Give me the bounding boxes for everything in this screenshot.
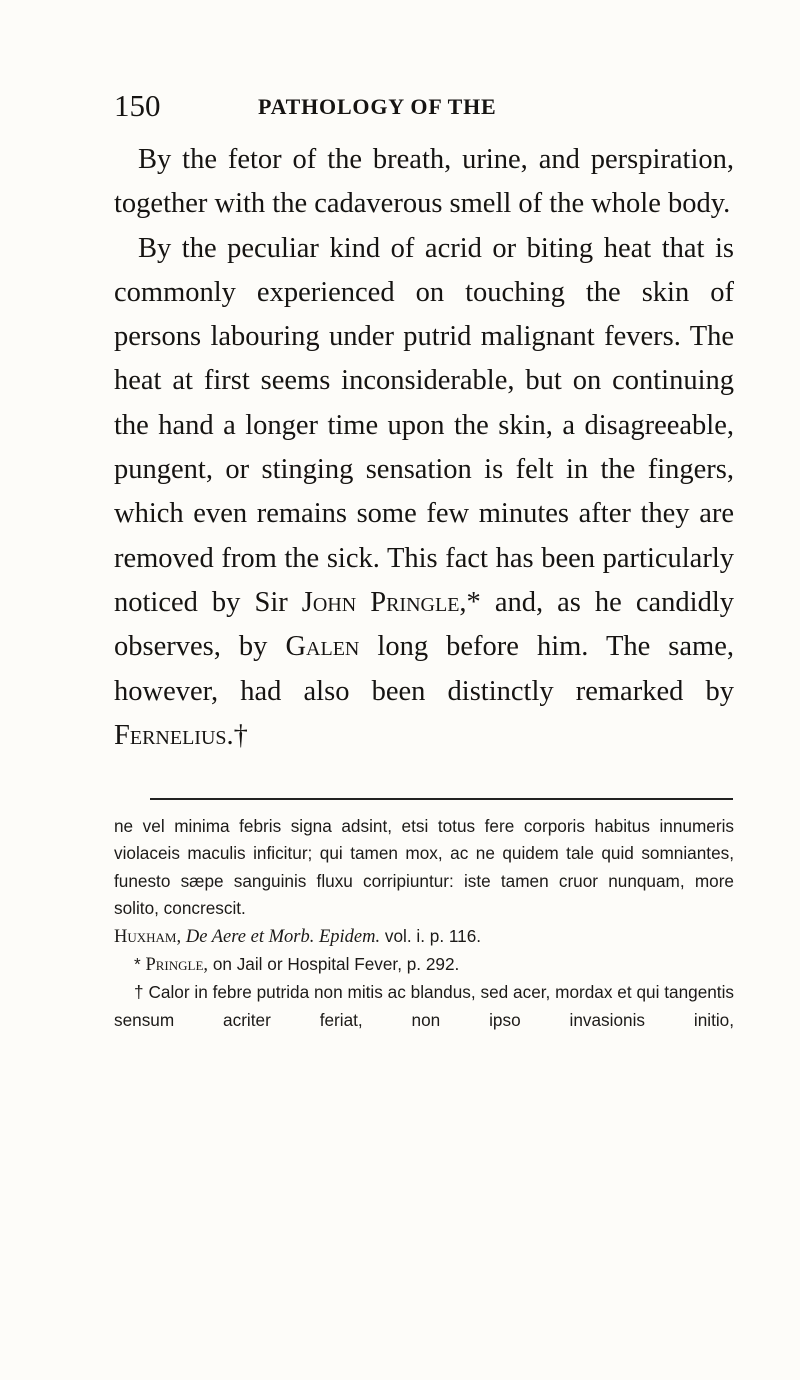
paragraph-heat (114, 227, 734, 759)
footnote-ref-dagger: † (233, 719, 248, 751)
paragraph-heat-text-1: By the peculiar kind of acrid or biting heat that is commonly experienced on touching the skin of persons labouring under putrid malignant fevers. The heat at first seems inconsiderable, but on continuing the hand a longer time upon the skin, a disagreeable, pungent, or stinging sensation is felt in the fingers, which even remains some few minutes after they are removed from the sick. This fact has been particularly noticed by Sir (114, 232, 734, 618)
footnote-huxham-author: Huxham, (114, 926, 182, 947)
footnote-huxham (114, 923, 734, 951)
main-text (114, 138, 734, 758)
running-head (114, 88, 734, 128)
footnote-pringle-ref: on Jail or Hospital Fever, p. 292. (208, 954, 460, 975)
footnotes (114, 813, 734, 1034)
paragraph-heat-text-2: and, as he candidly observes, by (114, 586, 735, 663)
footnote-latin: ne vel minima febris signa adsint, etsi totus fere corporis habitus innumeris violaceis maculis inficitur; qui tamen mox, ac ne quidem tale quid somniantes, funesto sæpe sanguinis fluxu corripiuntur: iste tamen cruor nunquam, more solito, concrescit. (114, 816, 734, 919)
paragraph-fetor: By the fetor of the breath, urine, and perspiration, together with the cadaverous smell of the whole body. (114, 144, 734, 220)
paragraph-heat-text-3: long before him. The same, however, had also been distinctly remarked by (114, 631, 734, 707)
footnote-pringle-author: Pringle, (145, 955, 209, 976)
footnote-star (114, 951, 734, 979)
footnote-fernelius-text: Calor in febre putrida non mitis ac blandus, sed acer, mordax et qui tangentis sensum acriter feriat, non ipso invasionis initio, (114, 982, 734, 1030)
footnote-dagger-mark: † (134, 982, 149, 1003)
footnote-ref-star: * (466, 586, 481, 618)
footnote-dagger (114, 979, 734, 1034)
footnote-star-mark: * (134, 954, 146, 975)
footnote-divider (150, 798, 733, 800)
footnote-huxham-title: De Aere et Morb. Epidem. (185, 926, 381, 947)
footnote-huxham-ref: vol. i. p. 116. (380, 925, 482, 946)
name-john-pringle: John Pringle, (301, 586, 467, 618)
running-title: PATHOLOGY OF THE (258, 94, 497, 119)
page-number: 150 (114, 88, 161, 123)
name-fernelius: Fernelius. (114, 719, 234, 751)
name-galen: Galen (285, 631, 360, 663)
